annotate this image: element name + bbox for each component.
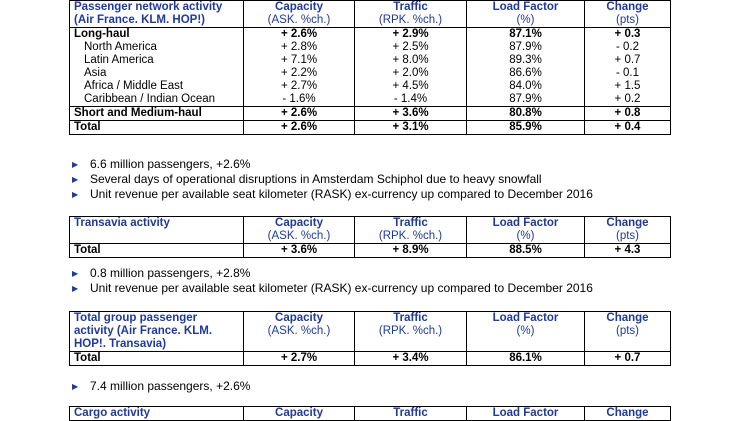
table-row-total xyxy=(70,352,671,366)
change-cell: + 0.8 xyxy=(585,107,671,121)
cargo-capacity-header: Capacity xyxy=(244,407,355,421)
change-cell: + 0.2 xyxy=(585,93,671,107)
change-cell: - 0.1 xyxy=(585,67,671,80)
list-item xyxy=(72,157,593,172)
row-label: Total xyxy=(70,121,244,135)
transavia-activity-table xyxy=(69,216,671,258)
capacity-cell: + 2.6% xyxy=(244,121,355,135)
traffic-cell: + 2.5% xyxy=(355,41,467,54)
row-label: North America xyxy=(70,41,244,54)
capacity-cell: - 1.6% xyxy=(244,93,355,107)
transavia-bullets xyxy=(72,266,593,296)
network-bullets xyxy=(72,157,593,202)
traffic-cell: + 3.6% xyxy=(355,107,467,121)
group-traffic-header: Traffic (RPK. %ch.) xyxy=(355,312,467,352)
table-row xyxy=(70,41,671,54)
transavia-table-header xyxy=(70,217,671,244)
traffic-cell: + 8.9% xyxy=(355,244,467,258)
row-label: Asia xyxy=(70,67,244,80)
change-cell: + 1.5 xyxy=(585,80,671,93)
table-row xyxy=(70,54,671,67)
change-cell: + 0.4 xyxy=(585,121,671,135)
cargo-traffic-header: Traffic xyxy=(355,407,467,421)
transavia-lf-header: Load Factor (%) xyxy=(467,217,585,244)
bullet-text: Several days of operational disruptions in Amsterdam Schiphol due to heavy snowfall xyxy=(90,172,542,186)
group-activity-header: Total group passenger activity (Air France. KLM. HOP!. Transavia) xyxy=(70,312,244,352)
capacity-cell: + 2.8% xyxy=(244,41,355,54)
transavia-change-header: Change (pts) xyxy=(585,217,671,244)
cargo-change-header: Change xyxy=(585,407,671,421)
bullet-text: 6.6 million passengers, +2.6% xyxy=(90,157,251,171)
traffic-cell: + 4.5% xyxy=(355,80,467,93)
load-factor-cell: 86.1% xyxy=(467,352,585,366)
triangle-bullet-icon: ▶ xyxy=(72,284,79,293)
load-factor-cell: 84.0% xyxy=(467,80,585,93)
bullet-text: 7.4 million passengers, +2.6% xyxy=(90,379,251,393)
triangle-bullet-icon: ▶ xyxy=(72,269,79,278)
group-table-header xyxy=(70,312,671,352)
load-factor-cell: 80.8% xyxy=(467,107,585,121)
load-factor-cell: 89.3% xyxy=(467,54,585,67)
traffic-cell: + 8.0% xyxy=(355,54,467,67)
network-table-header xyxy=(70,1,671,28)
load-factor-cell: 86.6% xyxy=(467,67,585,80)
network-lf-header: Load Factor (%) xyxy=(467,1,585,28)
row-label: Long-haul xyxy=(70,28,244,42)
capacity-cell: + 7.1% xyxy=(244,54,355,67)
row-label: Total xyxy=(70,244,244,258)
transavia-activity-header: Transavia activity xyxy=(70,217,244,244)
group-lf-header: Load Factor (%) xyxy=(467,312,585,352)
row-label: Africa / Middle East xyxy=(70,80,244,93)
row-label: Caribbean / Indian Ocean xyxy=(70,93,244,107)
traffic-cell: + 2.9% xyxy=(355,28,467,42)
change-cell: + 0.7 xyxy=(585,352,671,366)
bullet-text: Unit revenue per available seat kilometer (RASK) ex-currency up compared to December 2016 xyxy=(90,187,593,201)
load-factor-cell: 87.9% xyxy=(467,41,585,54)
row-label: Latin America xyxy=(70,54,244,67)
load-factor-cell: 85.9% xyxy=(467,121,585,135)
load-factor-cell: 88.5% xyxy=(467,244,585,258)
group-change-header: Change (pts) xyxy=(585,312,671,352)
change-cell: - 0.2 xyxy=(585,41,671,54)
network-activity-header: Passenger network activity (Air France. KLM. HOP!) xyxy=(70,1,244,28)
group-bullets xyxy=(72,379,250,394)
cargo-lf-header: Load Factor xyxy=(467,407,585,421)
table-row xyxy=(70,107,671,121)
change-cell: + 0.7 xyxy=(585,54,671,67)
capacity-cell: + 2.6% xyxy=(244,28,355,42)
cargo-activity-header: Cargo activity xyxy=(70,407,244,421)
traffic-cell: + 3.4% xyxy=(355,352,467,366)
load-factor-cell: 87.1% xyxy=(467,28,585,42)
traffic-cell: + 2.0% xyxy=(355,67,467,80)
table-row-total xyxy=(70,121,671,135)
network-activity-table xyxy=(69,0,671,135)
cargo-table-header xyxy=(70,407,671,421)
network-traffic-header: Traffic (RPK. %ch.) xyxy=(355,1,467,28)
row-label: Total xyxy=(70,352,244,366)
network-change-header: Change (pts) xyxy=(585,1,671,28)
network-capacity-header: Capacity (ASK. %ch.) xyxy=(244,1,355,28)
capacity-cell: + 2.6% xyxy=(244,107,355,121)
group-activity-table xyxy=(69,311,671,366)
capacity-cell: + 2.2% xyxy=(244,67,355,80)
transavia-traffic-header: Traffic (RPK. %ch.) xyxy=(355,217,467,244)
triangle-bullet-icon: ▶ xyxy=(72,160,79,169)
change-cell: + 4.3 xyxy=(585,244,671,258)
table-row-total xyxy=(70,244,671,258)
capacity-cell: + 2.7% xyxy=(244,80,355,93)
traffic-cell: + 3.1% xyxy=(355,121,467,135)
triangle-bullet-icon: ▶ xyxy=(72,382,79,391)
list-item xyxy=(72,187,593,202)
row-label: Short and Medium-haul xyxy=(70,107,244,121)
triangle-bullet-icon: ▶ xyxy=(72,190,79,199)
bullet-text: Unit revenue per available seat kilometer (RASK) ex-currency up compared to December 2016 xyxy=(90,281,593,295)
triangle-bullet-icon: ▶ xyxy=(72,175,79,184)
table-row xyxy=(70,93,671,107)
table-row xyxy=(70,67,671,80)
load-factor-cell: 87.9% xyxy=(467,93,585,107)
list-item xyxy=(72,379,250,394)
capacity-cell: + 2.7% xyxy=(244,352,355,366)
change-cell: + 0.3 xyxy=(585,28,671,42)
list-item xyxy=(72,266,593,281)
transavia-capacity-header: Capacity (ASK. %ch.) xyxy=(244,217,355,244)
capacity-cell: + 3.6% xyxy=(244,244,355,258)
traffic-cell: - 1.4% xyxy=(355,93,467,107)
group-capacity-header: Capacity (ASK. %ch.) xyxy=(244,312,355,352)
table-row xyxy=(70,28,671,42)
bullet-text: 0.8 million passengers, +2.8% xyxy=(90,266,251,280)
list-item xyxy=(72,172,593,187)
table-row xyxy=(70,80,671,93)
list-item xyxy=(72,281,593,296)
